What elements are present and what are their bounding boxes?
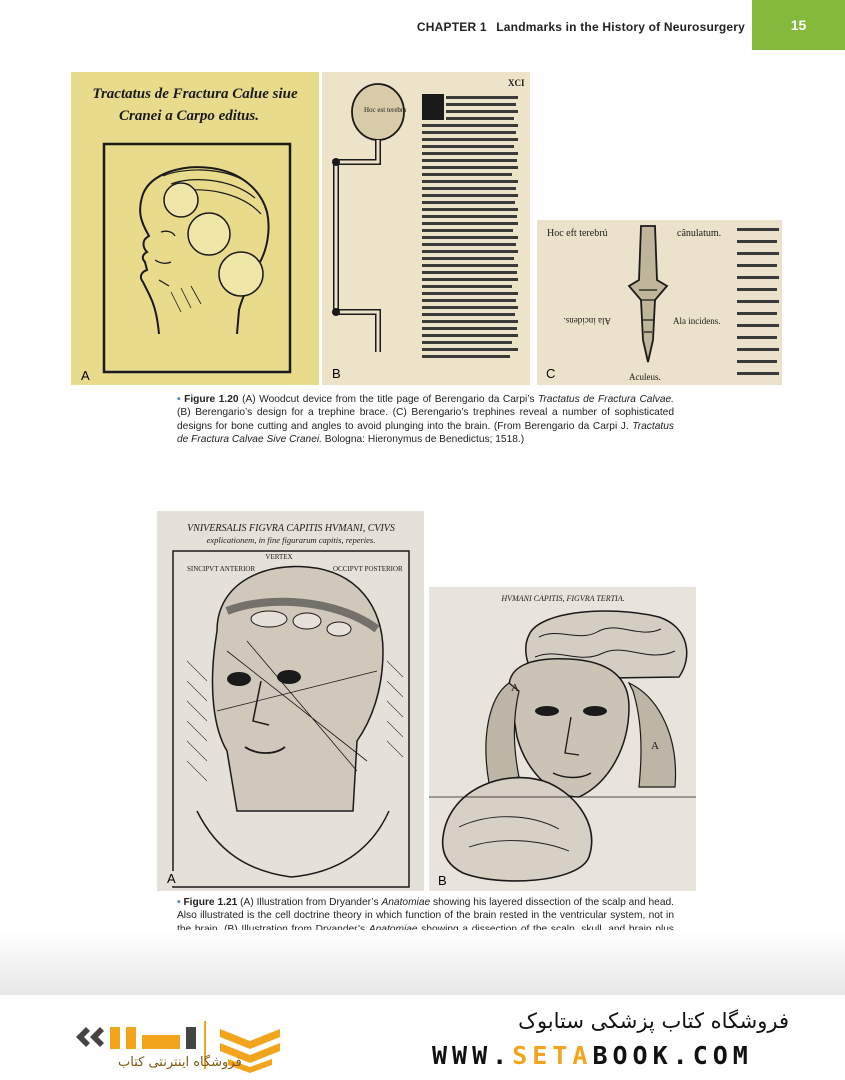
caption-bullet: •	[177, 394, 181, 405]
panel-c-ala-left: Ala incidens.	[563, 316, 611, 326]
caption-italic-source: Tractatus de Fractura Calvae Sive Cranei.	[177, 420, 674, 446]
panel-c-aculeus: Aculeus.	[629, 372, 661, 382]
website-url[interactable]	[432, 1041, 753, 1070]
panel-a-title-line1: Tractatus de Fractura Calue siue	[92, 86, 298, 102]
figure-1-21-panel-b	[429, 587, 696, 891]
figure-1-20-panel-c	[537, 220, 782, 385]
panel-letter-a: A	[167, 871, 176, 886]
caption-italic-title: Tractatus de Fractura Calvae.	[537, 394, 674, 405]
figure-1-20-caption	[177, 393, 674, 447]
footer-watermark	[0, 995, 845, 1080]
page-number-box	[752, 0, 845, 50]
panel-b-hoc-label: Hoc est terebra	[364, 106, 407, 114]
caption-text-mid: showing his layered dissection of the scalp and head. Also illustrated is the cell doctrine theory in which function of the brain rested in the ventricular system, not in	[177, 897, 674, 922]
panel-c-canulatum-label: cânulatum.	[677, 228, 722, 239]
label-occiput: OCCIPVT POSTERIOR	[333, 565, 403, 573]
figure-number: Figure 1.21	[183, 897, 238, 908]
page-number: 15	[790, 17, 807, 33]
figure-1-20-panel-b	[322, 72, 530, 385]
figure-1-21-panel-a	[157, 511, 424, 891]
caption-text-post: Bologna: Hieronymus de Benedictus; 1518.)	[324, 434, 525, 446]
chapter-title: Landmarks in the History of Neurosurgery	[496, 20, 745, 34]
url-accent: SETA	[512, 1041, 593, 1070]
panel-c-hoc-label: Hoc eft terebrú	[547, 228, 608, 239]
url-prefix: WWW.	[432, 1041, 513, 1070]
panel-letter-c: C	[546, 366, 556, 381]
panel-c-ala-right: Ala incidens.	[673, 316, 721, 326]
svg-text:A: A	[511, 682, 519, 694]
panel-letter-b: B	[438, 873, 447, 888]
chapter-heading	[417, 20, 745, 34]
panel-a-title-line2: Cranei a Carpo editus.	[118, 108, 260, 124]
panel-letter-b: B	[332, 366, 341, 381]
figure-1-20-panel-a	[71, 72, 319, 385]
caption-text-pre: (A) Woodcut device from the title page of Berengario da Carpi’s	[242, 394, 535, 405]
running-header	[0, 0, 845, 50]
logo-subtitle: فروشگاه اینترنتی کتاب	[118, 1055, 242, 1070]
caption-bullet: •	[177, 897, 181, 908]
panel-b-page-number: XCI	[508, 78, 525, 88]
svg-text:A: A	[651, 740, 659, 752]
page-fade	[0, 930, 845, 1000]
panel-a-title-line2: explicationem, in fine figurarum capitis, reperies.	[206, 535, 376, 545]
panel-a-title-line1: VNIVERSALIS FIGVRA CAPITIS HVMANI, CVIVS	[187, 523, 395, 534]
panel-letter-a: A	[81, 368, 90, 383]
url-suffix: BOOK.COM	[592, 1041, 753, 1070]
chapter-label: CHAPTER 1	[416, 20, 487, 34]
caption-text-pre: (A) Illustration from Dryander’s	[240, 897, 379, 908]
panel-b-title: HVMANI CAPITIS, FIGVRA TERTIA.	[501, 594, 625, 603]
figure-number: Figure 1.20	[184, 394, 239, 405]
caption-italic-title: Anatomiae	[381, 897, 431, 908]
shop-name: فروشگاه کتاب پزشکی ستابوک	[518, 1009, 789, 1033]
caption-text-mid: (B) Berengario’s design for a trephine brace. (C) Berengario’s trephines reveal a number of sophisticated designs for bone cutting and angles to avoid plunging into the brain. (From Berengario da Carpi J.	[177, 407, 674, 432]
label-sinciput: SINCIPVT ANTERIOR	[187, 565, 256, 573]
label-vertex: VERTEX	[265, 553, 293, 561]
